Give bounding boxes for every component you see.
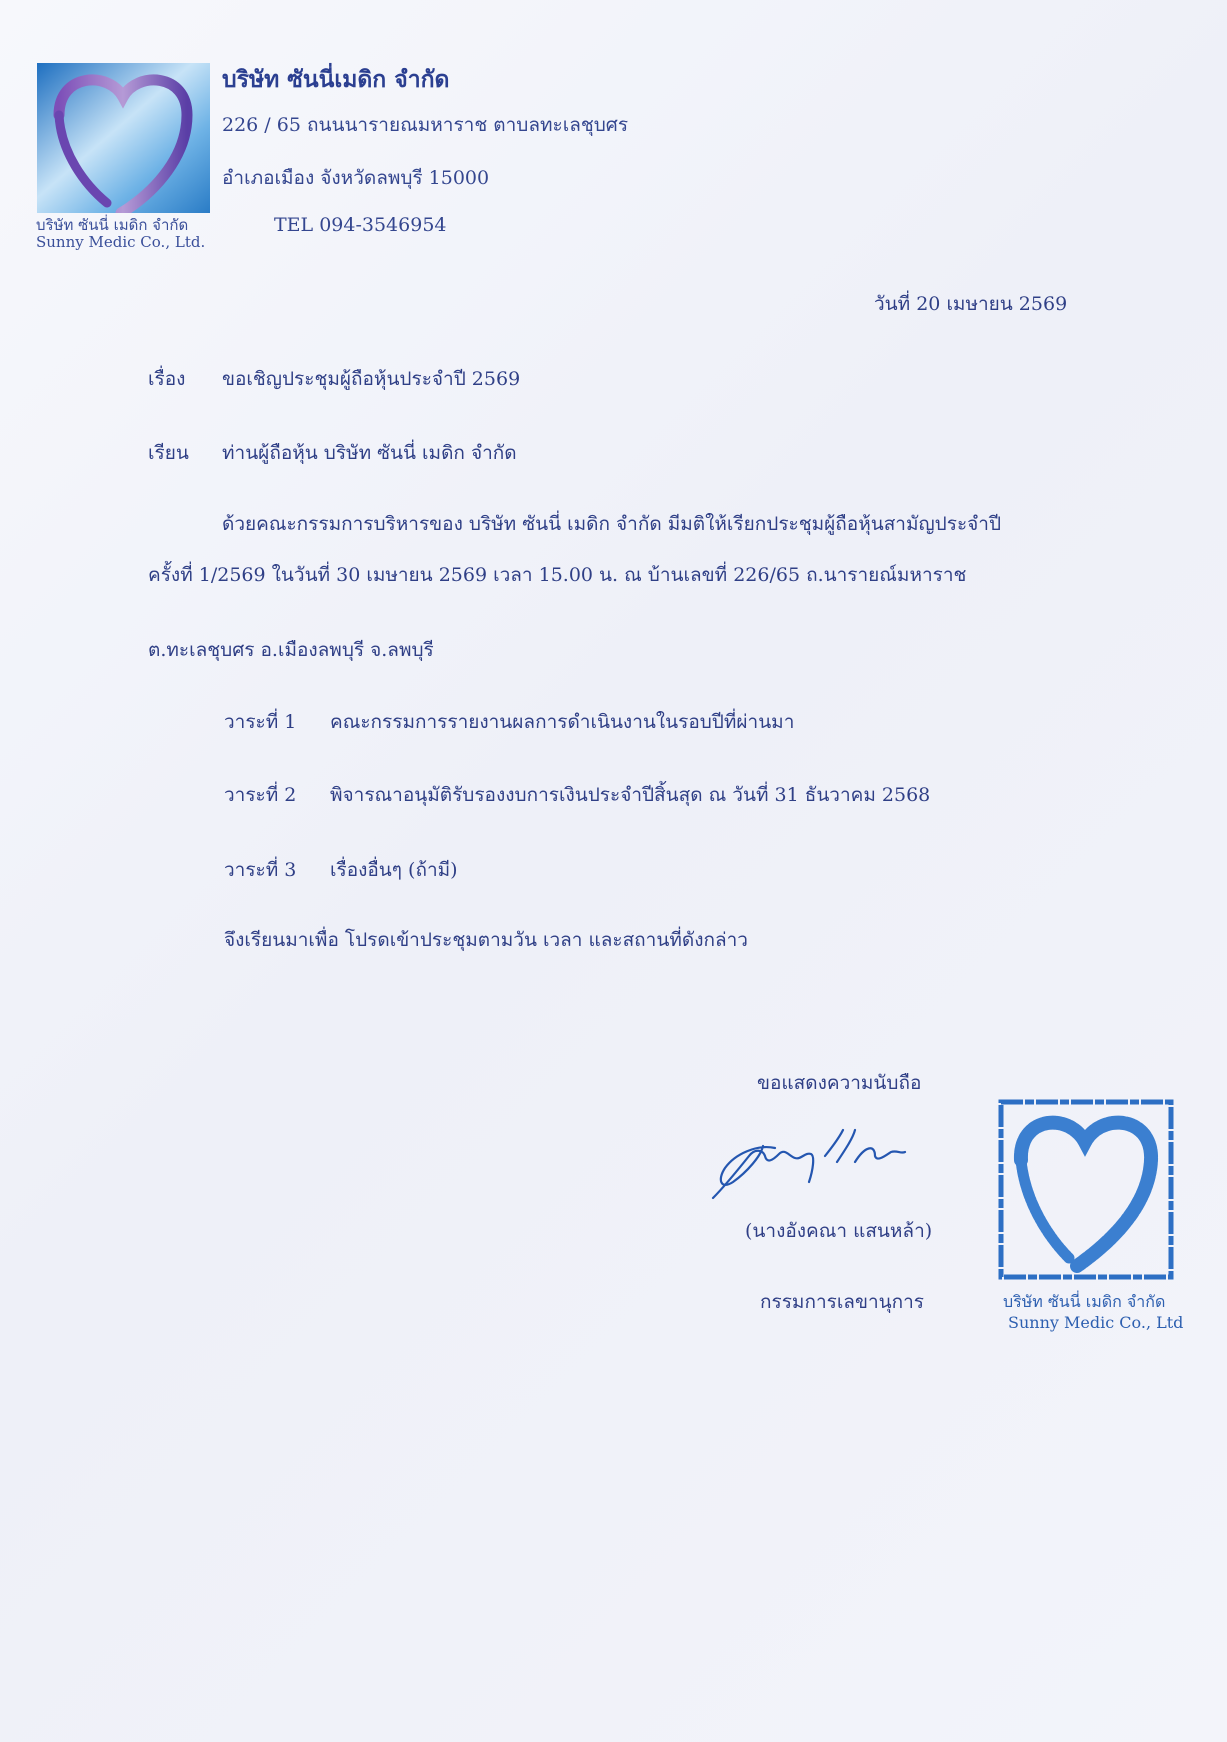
subject-label: เรื่อง <box>148 368 186 390</box>
to-text: ท่านผู้ถือหุ้น บริษัท ซันนี่ เมดิก จำกัด <box>222 442 517 464</box>
subject-text: ขอเชิญประชุมผู้ถือหุ้นประจำปี 2569 <box>222 368 521 390</box>
regards-text: ขอแสดงความนับถือ <box>757 1072 922 1094</box>
body-line-3: ต.ทะเลชุบศร อ.เมืองลพบุรี จ.ลพบุรี <box>148 639 434 661</box>
signer-name: (นางอังคณา แสนหล้า) <box>745 1220 933 1242</box>
stamp-caption-thai: บริษัท ซันนี่ เมดิก จำกัด <box>1003 1292 1166 1311</box>
to-label: เรียน <box>148 442 189 464</box>
agenda-text: พิจารณาอนุมัติรับรองงบการเงินประจำปีสิ้นสุด ณ วันที่ 31 ธันวาคม 2568 <box>330 784 931 806</box>
company-stamp-icon <box>997 1098 1177 1281</box>
letter-date: วันที่ 20 เมษายน 2569 <box>874 293 1068 315</box>
handwritten-signature <box>705 1116 950 1206</box>
company-address-line2: อำเภอเมือง จังหวัดลพบุรี 15000 <box>222 167 490 189</box>
company-address-line1: 226 / 65 ถนนนารายณมหาราช ตาบลทะเลชุบศร <box>222 114 629 136</box>
agenda-text: เรื่องอื่นๆ (ถ้ามี) <box>330 859 458 881</box>
agenda-label: วาระที่ 1 <box>224 711 297 733</box>
company-telephone: TEL 094-3546954 <box>274 214 447 236</box>
body-line-1: ด้วยคณะกรรมการบริหารของ บริษัท ซันนี่ เมดิก จำกัด มีมติให้เรียกประชุมผู้ถือหุ้นสามัญประจำปี <box>222 513 1002 535</box>
agenda-label: วาระที่ 3 <box>224 859 297 881</box>
signer-title: กรรมการเลขานุการ <box>760 1291 924 1313</box>
stamp-caption-english: Sunny Medic Co., Ltd <box>1008 1313 1184 1332</box>
logo-caption-english: Sunny Medic Co., Ltd. <box>36 233 206 251</box>
body-line-2: ครั้งที่ 1/2569 ในวันที่ 30 เมษายน 2569 เวลา 15.00 น. ณ บ้านเลขที่ 226/65 ถ.นารายณ์มหาราช <box>148 564 967 586</box>
closing-request: จึงเรียนมาเพื่อ โปรดเข้าประชุมตามวัน เวลา และสถานที่ดังกล่าว <box>224 929 748 951</box>
company-name: บริษัท ซันนี่เมดิก จำกัด <box>222 66 450 93</box>
agenda-text: คณะกรรมการรายงานผลการดำเนินงานในรอบปีที่ผ่านมา <box>330 711 795 733</box>
logo-caption-thai: บริษัท ซันนี่ เมดิก จำกัด <box>36 216 189 234</box>
agenda-label: วาระที่ 2 <box>224 784 297 806</box>
heart-tooth-logo-icon <box>37 63 210 213</box>
